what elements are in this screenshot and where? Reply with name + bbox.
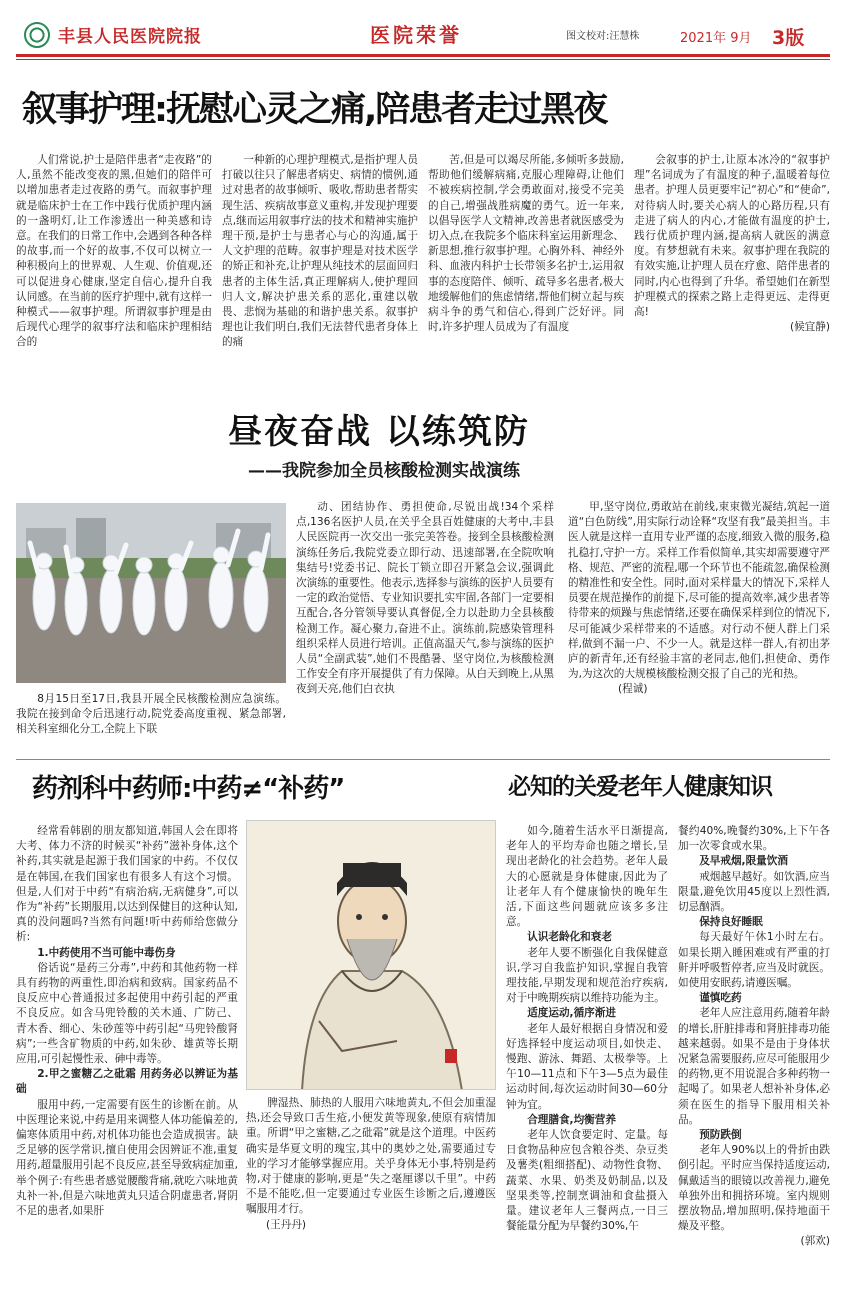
article4-title: 必知的关爱老年人健康知识 (508, 774, 772, 800)
article2-col3-text: 甲,坚守岗位,勇敢站在前线,束束微光凝结,筑起一道道“白色防线”,用实际行动诠释“攻坚有我”最美担当。丰医人就是这样一直用专业严谨的态度,细致入微的服务,稳扎稳打,守护一方。采样工作看似简单,其实却需要遵守严格、规范、严密的流程,哪一个环节也不能疏忽,确保检测的精准性和安全性。同时,面对采样量大的情况下,采样人员要在规范操作的前提下,尽可能的提高效率,减少患者等待带来的烦躁与焦虑情绪,还要在确保采样到位的情况下,尽可能减少采样带来的不适感。对行动不便人群上门采样,做到不漏一户、不少一人。就是这样一群人,有初出茅庐的新青年,还有经验丰富的老同志,他们,担使命、勇作为,为这次的大规模核酸检测交报了自己的光和热。 (568, 501, 830, 681)
article3-col1c-text: 服用中药,一定需要有医生的诊断在前。从中医理论来说,中药是用来调整人体功能偏差的,偏寒体质用中药,对机体功能也会造成损害。缺乏足够的医学常识,擅自使用会因辨证不准,重复用药,超量服用引起不良反应,甚至导致病症加重,举个例子:有些患者感觉腰酸背痛,就吃六味地黄丸补一补,但是六味地黄丸只适合阴虚患者,肾阴不足的患者,如果肝 (16, 1098, 238, 1218)
article3-signature: (王丹丹) (266, 1218, 307, 1231)
article3-column-1 (16, 824, 238, 1284)
paper-name: 丰县人民医院院报 (58, 27, 202, 47)
article4-subhead-6: 谨慎吃药 (699, 992, 742, 1005)
article1-column-4 (634, 153, 830, 376)
section-label: 医院荣誉 (370, 23, 462, 47)
page-number: 3版 (772, 27, 805, 49)
article4-signature: (郭欢) (800, 1235, 830, 1248)
article4-subhead-5: 保持良好睡眠 (699, 916, 763, 929)
article1-col3-text: 苦,但是可以竭尽所能,多倾听多鼓励,帮助他们缓解病痛,克服心理障碍,让他们不被疾病控制,学会勇敢面对,接受不完美的自己,增强战胜病魔的勇气。近一年来,以倡导医学人文精神,改善患者就医感受为切入点,在我院多个临床科室运用新理念、新思想,推行叙事护理。心胸外科、神经外科、血液内科护士长带领多名护士,运用叙事的态度陪伴、倾听、疏导多名患者,极大地缓解他们的焦虑情绪,帮他们树立起与疾病斗争的勇气和信心,得到广泛好评。同时,许多护理人员成为了有温度 (428, 154, 624, 334)
article1-column-3 (428, 153, 624, 376)
article2-col2-text: 动、团结协作、勇担使命,尽锐出战!34个采样点,136名医护人员,在关乎全县百姓健康的大考中,丰县人民医院再一次交出一张完美答卷。接到全县核酸检测演练任务后,我院党委立即行动、迅速部署,在全院吹响集结号!党委书记、院长丁锁立即召开紧急会议,强调此次演练的重要性。他表示,选择参与演练的医护人员要有一定的政治觉悟、专业知识要扎实牢固,各部门一定要相互配合,各分管领导要认真督促,全力以赴助力全县核酸检测工作。凝心聚力,奋进不止。演练前,院感染管理科组织采样人员进行培训。正值高温天气,参与演练的医护人员“全副武装”,她们不畏酷暑、坚守岗位,为核酸检测工作安全有序开展提供了有力保障。从白天到晚上,从黑夜到天亮,他们白衣执 (296, 501, 554, 696)
drill-photo-illustration (16, 503, 286, 683)
article4-p2: 老年人最好根据自身情况和爱好选择轻中度运动项目,如快走、慢跑、游泳、舞蹈、太极拳等。上午10—11点和下午3—5点为最佳运动时间,每次运动时间30—60分钟为宜。 (506, 1022, 668, 1111)
article3-col2-text: 脾湿热、肺热的人服用六味地黄丸,不但会加重湿热,还会导致口舌生疮,小便发黄等现象,使原有病情加重。所谓“甲之蜜糖,乙之砒霜”就是这个道理。中医药确实是华夏文明的瑰宝,其中的奥妙之处,需要通过专业的学习才能够掌握应用。关乎身体无小事,特别是药物,对于健康的影响,更是“失之毫厘谬以千里”。中药不是不能吃,但一定要通过专业医生诊断之后,遵遵医嘱服用才行。 (246, 1097, 496, 1216)
article3-subhead-2: 2.甲之蜜糖乙之砒霜 用药务必以辨证为基础 (16, 1068, 238, 1096)
article3-col1b-text: 俗话说“是药三分毒”,中药和其他药物一样具有药物的两重性,即治病和致病。国家药品不良反应中心普通报过多起使用中药引起的严重不良反应。如含马兜铃酸的关木通、广防己、青木香、细心、朱砂莲等中药引起“马兜铃酸肾病”;一些含矿物质的中药,如朱砂、雄黄等长期应用,可引起慢性汞、砷中毒等。 (16, 961, 238, 1066)
article4-column-2 (678, 824, 830, 1284)
header-rule-thin (16, 59, 830, 60)
ancient-physician-painting (246, 820, 496, 1090)
article4-p3: 老年人饮食要定时、定量。每日食物品种应包含粮谷类、杂豆类及薯类(粗细搭配)、动物性食物、蔬菜、水果、奶类及奶制品,以及坚果类等,控制烹调油和食盐摄入量。建议老年人三餐两点,一日三餐能量分配为早餐约30%,午 (506, 1129, 668, 1233)
article1-col4-text: 会叙事的护士,让原本冰冷的“叙事护理”名词成为了有温度的种子,温暖着每位患者。护理人员更要牢记“初心”和“使命”,对待病人时,要关心病人的心路历程,只有走进了病人的内心,才能做有温度的护士,践行优质护理内涵,提高病人就医的满意度。有梦想就有未来。叙事护理在我院的有效实施,让护理人员在疗愈、陪伴患者的同时,内心也得到了升华。希望她们在新型护理模式的探索之路上走得更远、走得更高! (634, 154, 830, 319)
article3-subhead-1: 1.中药使用不当可能中毒伤身 (37, 946, 176, 959)
article4-p7: 老年人90%以上的骨折由跌倒引起。平时应当保持适度运动,佩戴适当的眼镜以改善视力,避免单独外出和拥挤环境。室内规则摆放物品,增加照明,保持地面干燥及平整。 (678, 1144, 830, 1233)
article4-p6: 老年人应注意用药,随着年龄的增长,肝脏排毒和肾脏排毒功能越来越弱。如果不是由于身体状况紧急需要服药,应尽可能服用少的药物,更不用说混合多种药物一起喝了。如果老人想补补身体,必须在医生的指导下服用相关补品。 (678, 1007, 830, 1126)
article4-subhead-1: 认识老龄化和衰老 (527, 931, 612, 944)
article3-col1-text: 经常看韩剧的朋友都知道,韩国人会在即将大考、体力不济的时候买“补药”滋补身体,这个补药,其实就是起源于我们国家的中药。不仅仅是在韩国,在我们国家也有很多人有这个习惯。但是,人们对于中药“有病治病,无病健身”,可以作为“补药”长期服用,以达到保健目的这种认知,真的没问题吗?当然有问题!听中药师给您做分析: (16, 825, 238, 944)
article2-title: 昼夜奋战 以练筑防 (228, 412, 530, 452)
article2-column-2 (296, 500, 554, 752)
article3-title: 药剂科中药师:中药≠“补药” (32, 774, 345, 804)
article1-title: 叙事护理:抚慰心灵之痛,陪患者走过黑夜 (22, 90, 607, 130)
article4-subhead-2: 适度运动,循序渐进 (527, 1007, 616, 1020)
article1-signature: (候宜静) (789, 321, 830, 334)
article1-col1-text: 人们常说,护士是陪伴患者“走夜路”的人,虽然不能改变夜的黑,但她们的陪伴可以增加患者走过夜路的勇气。而叙事护理就是临床护士在工作中践行优质护理内涵的一盏明灯,让工作渗透出一种美感和诗意。在我们的日常工作中,会遇到各种各样的故事,而一个好的故事,不仅可以树立一种积极向上的世界观、人生观、价值观,还可以促进身心健康,坚定自信心,提升自我认同感。在当前的医疗护理中,就有这样一种模式——叙事护理。所谓叙事护理是由后现代心理学的叙事疗法和临床护理相结合的 (16, 154, 212, 349)
article4-column-1 (506, 824, 668, 1284)
issue-date: 2021年 9月 (680, 31, 752, 46)
article4-p1: 老年人要不断强化自我保健意识,学习自我监护知识,掌握自我管理技能,早期发现和规范治疗疾病,对于中晚期疾病以维持功能为主。 (506, 946, 668, 1005)
hospital-logo-icon (24, 22, 50, 48)
article2-signature: (程诚) (618, 683, 648, 696)
section-divider (16, 759, 830, 760)
physician-portrait-illustration (247, 821, 496, 1090)
header-rule (16, 54, 830, 57)
article3-column-2 (246, 1096, 496, 1284)
article4-p5: 每天最好午休1小时左右。如果长期入睡困难或有严重的打鼾并呼吸暂停者,应当及时就医。如使用安眠药,请遵医嘱。 (678, 931, 830, 990)
article4-subhead-4: 及早戒烟,限量饮酒 (699, 855, 788, 868)
page-header (0, 0, 846, 60)
article4-subhead-7: 预防跌倒 (699, 1129, 742, 1142)
article1-column-1 (16, 153, 212, 376)
drill-photo (16, 503, 286, 683)
article4-subhead-3: 合理膳食,均衡营养 (527, 1113, 616, 1126)
drill-photo-caption: 8月15日至17日,我县开展全民核酸检测应急演练。我院在接到命令后迅速行动,院党委高度重视、紧急部署,相关科室细化分工,全院上下联 (16, 693, 286, 736)
article4-col2-text: 餐约40%,晚餐约30%,上下午各加一次零食或水果。 (678, 825, 830, 853)
article2-column-3 (568, 500, 830, 752)
article2-subtitle: ——我院参加全员核酸检测实战演练 (248, 461, 520, 481)
article1-col2-text: 一种新的心理护理模式,是指护理人员打破以往只了解患者病史、病情的惯例,通过对患者的故事倾听、吸收,帮助患者帮实现生活、疾病故事意义重构,并发现护理要点,继而运用叙事疗法的技术和精神实施护理干预,是护士与患者心与心的沟通,属于人文护理的范畴。叙事护理是对技术医学的矫正和补充,让护理从纯技术的层面回归患者的主体生活,真正理解病人,使护理回归人文,解决护患关系的恶化,重建以敬畏、悲悯为基础的和谐护患关系。叙事护理也让我们明白,我们无法替代患者身体上的痛 (222, 154, 418, 349)
editor-credit: 图文校对:汪慧株 (566, 31, 640, 42)
article4-col1-text: 如今,随着生活水平日渐提高,老年人的平均寿命也随之增长,呈现出老龄化的社会趋势。老年人最大的心愿就是身体健康,因此为了让老年人有个健康愉快的晚年生活,下面这些问题就应该多多注意。 (506, 825, 668, 929)
article1-column-2 (222, 153, 418, 376)
article4-p4: 戒烟越早越好。如饮酒,应当限量,避免饮用45度以上烈性酒,切忌酗酒。 (678, 870, 830, 914)
